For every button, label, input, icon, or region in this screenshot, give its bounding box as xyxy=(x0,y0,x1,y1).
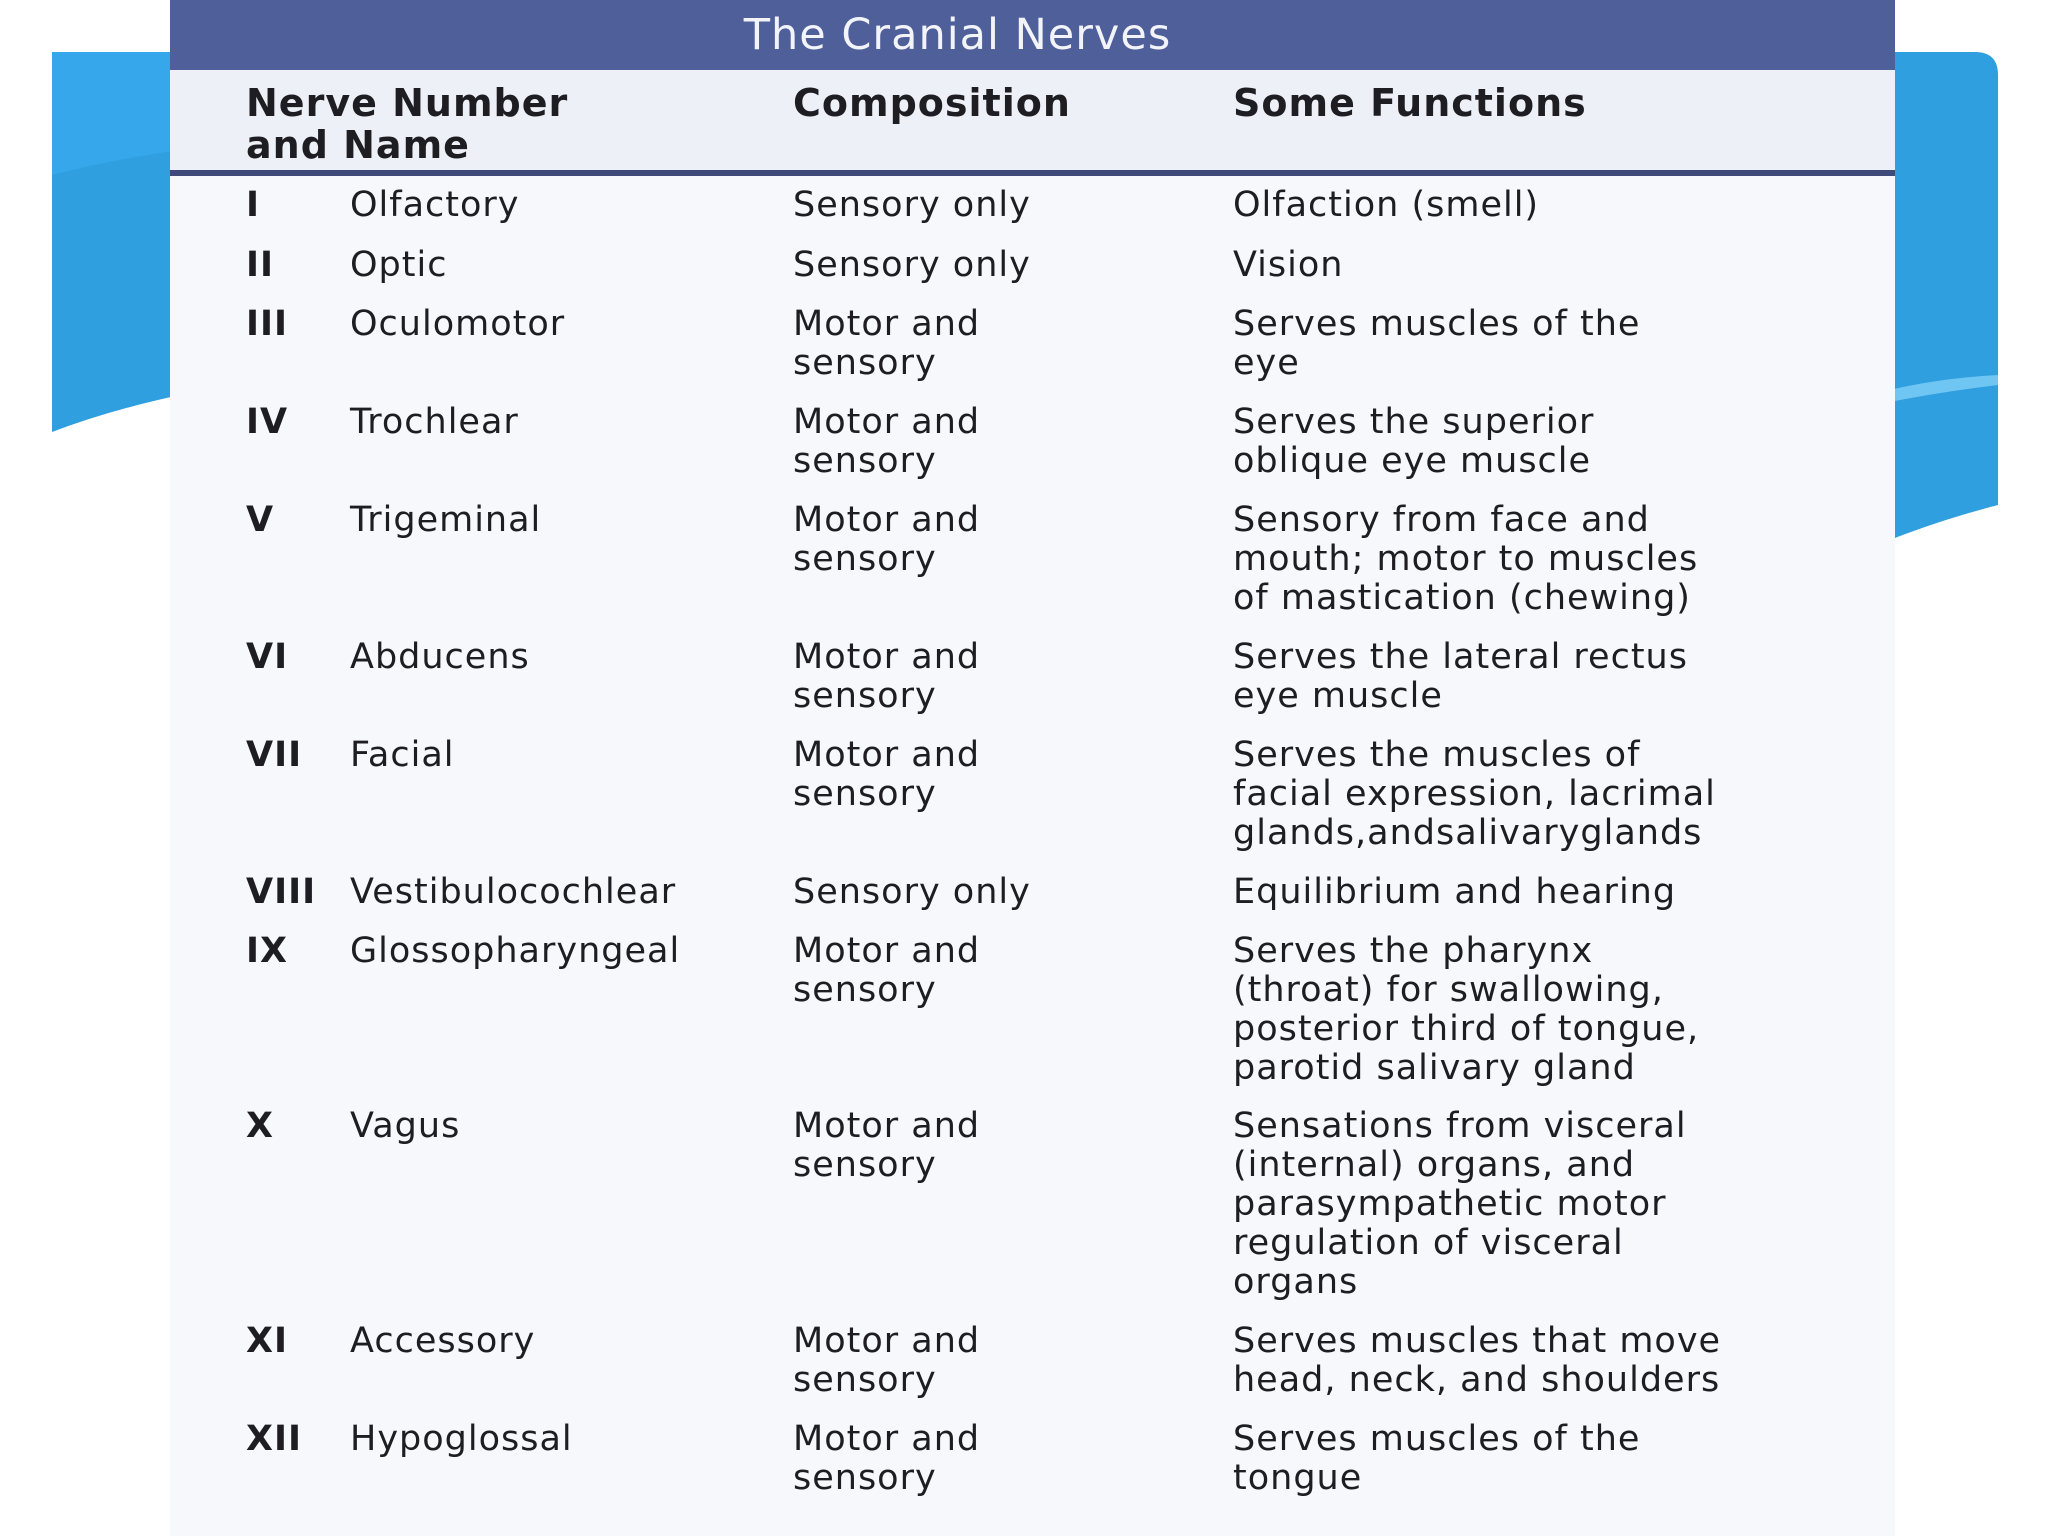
composition-line: Sensory only xyxy=(793,185,1031,225)
function-line: mouth; motor to muscles xyxy=(1233,539,1699,579)
nerve-number: VII xyxy=(246,735,303,775)
function-line: regulation of visceral xyxy=(1233,1223,1624,1263)
functions-cell xyxy=(1233,638,1873,716)
nerve-name: Facial xyxy=(350,735,455,775)
function-line: Serves the muscles of xyxy=(1233,735,1641,775)
nerve-number: III xyxy=(246,304,289,344)
composition-line: Motor and xyxy=(793,637,981,677)
composition-line: sensory xyxy=(793,774,937,814)
composition-line: sensory xyxy=(793,1458,937,1498)
composition-line: sensory xyxy=(793,1360,937,1400)
composition-cell xyxy=(793,501,1213,579)
nerve-name: Optic xyxy=(350,245,448,285)
functions-cell xyxy=(1233,246,1873,285)
composition-cell xyxy=(793,932,1213,1010)
composition-line: Sensory only xyxy=(793,245,1031,285)
composition-cell xyxy=(793,246,1213,285)
header-line: Nerve Number xyxy=(246,81,569,125)
composition-line: sensory xyxy=(793,441,937,481)
nerve-number: X xyxy=(246,1106,274,1146)
composition-cell xyxy=(793,305,1213,383)
composition-cell xyxy=(793,1322,1213,1400)
composition-line: Motor and xyxy=(793,931,981,971)
functions-cell xyxy=(1233,1420,1873,1498)
function-line: Serves the lateral rectus xyxy=(1233,637,1688,677)
composition-cell xyxy=(793,873,1213,912)
composition-line: Motor and xyxy=(793,735,981,775)
nerve-number: XII xyxy=(246,1419,303,1459)
function-line: (throat) for swallowing, xyxy=(1233,970,1664,1010)
function-line: parasympathetic motor xyxy=(1233,1184,1667,1224)
function-line: facial expression, lacrimal xyxy=(1233,774,1716,814)
nerve-name: Trigeminal xyxy=(350,500,542,540)
nerve-name: Oculomotor xyxy=(350,304,566,344)
header-line: and Name xyxy=(246,123,470,167)
composition-line: sensory xyxy=(793,343,937,383)
table-title: The Cranial Nerves xyxy=(170,0,1895,70)
composition-line: Motor and xyxy=(793,500,981,540)
composition-line: sensory xyxy=(793,1145,937,1185)
nerve-number: I xyxy=(246,185,261,225)
function-line: Serves the superior xyxy=(1233,402,1595,442)
column-header-row xyxy=(170,70,1895,176)
function-line: head, neck, and shoulders xyxy=(1233,1360,1721,1400)
nerve-number: IV xyxy=(246,402,289,442)
functions-cell xyxy=(1233,305,1873,383)
function-line: Sensations from visceral xyxy=(1233,1106,1687,1146)
composition-line: sensory xyxy=(793,539,937,579)
nerve-name: Trochlear xyxy=(350,402,519,442)
nerve-number: IX xyxy=(246,931,289,971)
nerve-name: Vagus xyxy=(350,1106,461,1146)
function-line: organs xyxy=(1233,1262,1359,1302)
nerve-number: VIII xyxy=(246,872,317,912)
functions-cell xyxy=(1233,932,1873,1088)
composition-line: Motor and xyxy=(793,1321,981,1361)
composition-line: sensory xyxy=(793,676,937,716)
nerve-name: Olfactory xyxy=(350,185,520,225)
functions-cell xyxy=(1233,1107,1873,1302)
composition-line: Motor and xyxy=(793,402,981,442)
composition-cell xyxy=(793,736,1213,814)
nerve-name: Accessory xyxy=(350,1321,536,1361)
function-line: Serves muscles of the xyxy=(1233,1419,1641,1459)
composition-line: Motor and xyxy=(793,304,981,344)
function-line: parotid salivary gland xyxy=(1233,1048,1636,1088)
right-wave-ribbon xyxy=(1890,52,1998,540)
cranial-nerves-table xyxy=(170,0,1895,1536)
functions-cell xyxy=(1233,1322,1873,1400)
nerve-number: VI xyxy=(246,637,289,677)
nerve-number: II xyxy=(246,245,275,285)
function-line: Vision xyxy=(1233,245,1344,285)
header-nerve-number-and-name xyxy=(246,82,568,166)
function-line: Olfaction (smell) xyxy=(1233,185,1540,225)
function-line: Equilibrium and hearing xyxy=(1233,872,1677,912)
composition-line: Motor and xyxy=(793,1419,981,1459)
composition-line: Motor and xyxy=(793,1106,981,1146)
nerve-name: Hypoglossal xyxy=(350,1419,573,1459)
functions-cell xyxy=(1233,501,1873,618)
function-line: eye muscle xyxy=(1233,676,1443,716)
functions-cell xyxy=(1233,403,1873,481)
function-line: eye xyxy=(1233,343,1300,383)
functions-cell xyxy=(1233,186,1873,225)
composition-line: sensory xyxy=(793,970,937,1010)
header-composition: Composition xyxy=(793,81,1071,125)
functions-cell xyxy=(1233,736,1873,853)
function-line: Sensory from face and xyxy=(1233,500,1650,540)
composition-cell xyxy=(793,638,1213,716)
function-line: tongue xyxy=(1233,1458,1363,1498)
composition-cell xyxy=(793,403,1213,481)
composition-cell xyxy=(793,186,1213,225)
function-line: Serves muscles of the xyxy=(1233,304,1641,344)
composition-cell xyxy=(793,1420,1213,1498)
function-line: oblique eye muscle xyxy=(1233,441,1592,481)
functions-cell xyxy=(1233,873,1873,912)
nerve-number: XI xyxy=(246,1321,289,1361)
function-line: posterior third of tongue, xyxy=(1233,1009,1700,1049)
function-line: Serves the pharynx xyxy=(1233,931,1594,971)
nerve-number: V xyxy=(246,500,275,540)
composition-cell xyxy=(793,1107,1213,1185)
nerve-name: Abducens xyxy=(350,637,530,677)
header-some-functions: Some Functions xyxy=(1233,81,1587,125)
function-line: glands,andsalivaryglands xyxy=(1233,813,1703,853)
composition-line: Sensory only xyxy=(793,872,1031,912)
function-line: (internal) organs, and xyxy=(1233,1145,1636,1185)
function-line: of mastication (chewing) xyxy=(1233,578,1691,618)
nerve-name: Glossopharyngeal xyxy=(350,931,681,971)
function-line: Serves muscles that move xyxy=(1233,1321,1722,1361)
nerve-name: Vestibulocochlear xyxy=(350,872,677,912)
